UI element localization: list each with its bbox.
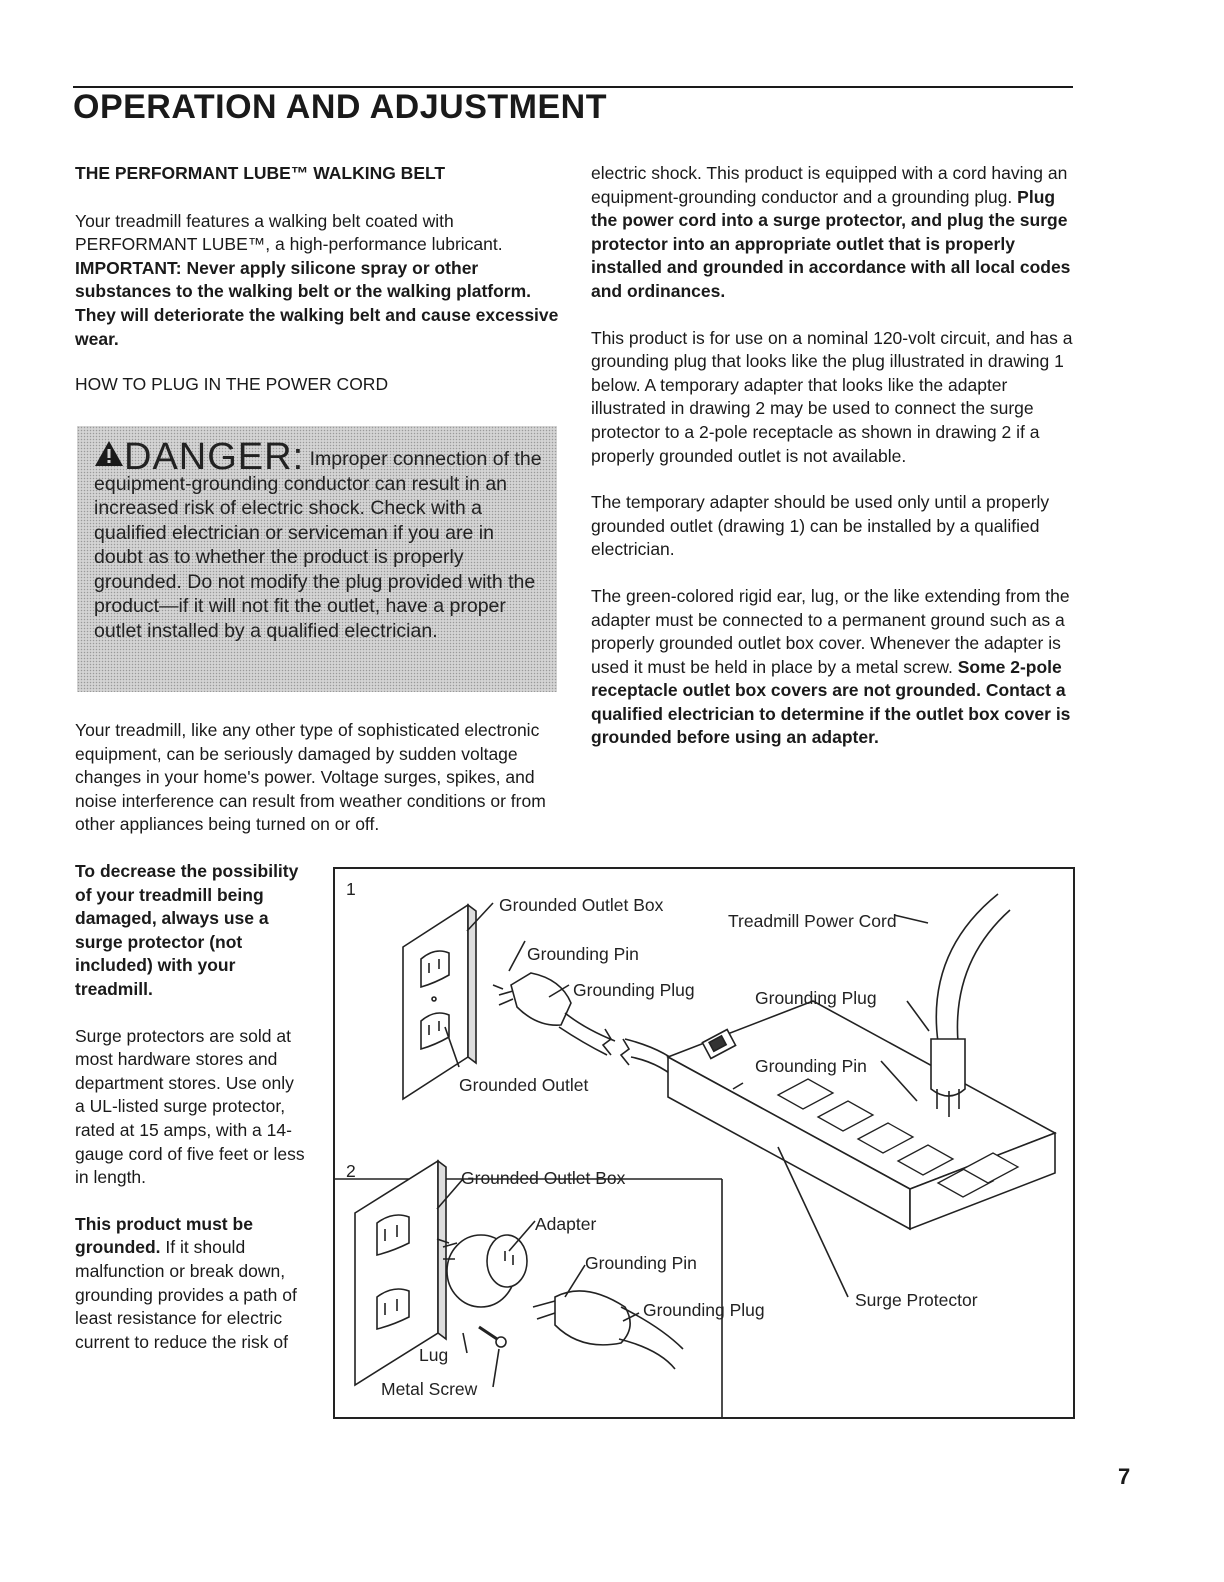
- label-surge-protector: Surge Protector: [855, 1290, 978, 1310]
- adapter-temporary-paragraph: The temporary adapter should be used only until a properly grounded outlet (drawing 1) can be installed by a qualified electrician.: [591, 492, 1050, 560]
- label-lug: Lug: [419, 1345, 449, 1365]
- left-column-lower: [75, 719, 553, 860]
- label-grounding-plug-1: Grounding Plug: [573, 980, 695, 1000]
- surge-protector-info: Surge protectors are sold at most hardware stores and department stores. Use only a UL-listed surge protector, rated at 15 amps, with a 14-gauge cord of five feet or less in length.: [75, 1025, 305, 1188]
- surge-protector-advice: To decrease the possibility of your treadmill being damaged, always use a surge protector (not included) with your treadmill.: [75, 861, 299, 999]
- grounding-instructions: electric shock. This product is equipped with a cord having an equipment-grounding conductor and a grounding plug. Plug the power cord into a surge protector, and plug the surge protector into an appropriate outlet that is properly installed and grounded in accordance with all local codes and ordinances.: [591, 163, 1071, 301]
- drawing-2-number: 2: [346, 1161, 356, 1181]
- drawing-1-number: 1: [346, 879, 356, 899]
- right-column: [591, 162, 1081, 773]
- page-number: 7: [1118, 1464, 1131, 1489]
- danger-word: DANGER:: [124, 436, 305, 478]
- voltage-paragraph: Your treadmill, like any other type of sophisticated electronic equipment, can be seriously damaged by sudden voltage changes in your home's power. Voltage surges, spikes, and noise interference can result from weather conditions or from other appliances being turned on or off.: [75, 720, 546, 835]
- narrow-column: [75, 860, 305, 1377]
- label-treadmill-power-cord: Treadmill Power Cord: [728, 911, 897, 931]
- label-grounding-pin-2: Grounding Pin: [585, 1253, 697, 1273]
- surge-protector-strip: [668, 1001, 1055, 1229]
- label-metal-screw: Metal Screw: [381, 1379, 478, 1399]
- label-grounding-pin-sp: Grounding Pin: [755, 1056, 867, 1076]
- grounded-outlet-1: [403, 905, 476, 1099]
- warning-triangle-icon: [94, 440, 124, 467]
- label-grounding-plug-sp: Grounding Plug: [755, 988, 877, 1008]
- left-column: [75, 162, 565, 421]
- walking-belt-paragraph: Your treadmill features a walking belt coated with PERFORMANT LUBE™, a high-performance lubricant. IMPORTANT: Never apply silicone spray or other substances to the walking belt or the walking platform. They will deteriorate the walking belt and cause excessive wear.: [75, 210, 559, 349]
- plug-diagram-drawing: [333, 867, 1075, 1419]
- label-grounding-pin-1: Grounding Pin: [527, 944, 639, 964]
- treadmill-cord: [931, 894, 1010, 1117]
- label-adapter: Adapter: [535, 1214, 597, 1234]
- circuit-paragraph: This product is for use on a nominal 120-volt circuit, and has a grounding plug that looks like the plug illustrated in drawing 1 below. A temporary adapter that looks like the adapter illustrated in drawing 2 may be used to connect the surge protector to a 2-pole receptacle as shown in drawing 2 if a properly grounded outlet is not available.: [591, 327, 1073, 466]
- section-heading-power-cord: HOW TO PLUG IN THE POWER CORD: [75, 374, 389, 395]
- label-grounded-outlet-box-1: Grounded Outlet Box: [499, 895, 664, 915]
- danger-message: Improper connection of the equipment-grounding conductor can result in an increased risk of electric shock. Check with a qualified electrician or serviceman if you are in doubt as to whether the product is properly grounded. Do not modify the plug provided with the product—if it will not fit the outlet, have a proper outlet installed by a qualified electrician.: [94, 448, 542, 642]
- metal-screw: [479, 1327, 506, 1347]
- label-grounded-outlet: Grounded Outlet: [459, 1075, 589, 1095]
- label-grounding-plug-2: Grounding Plug: [643, 1300, 765, 1320]
- label-grounded-outlet-box-2: Grounded Outlet Box: [461, 1168, 626, 1188]
- plug-diagram: [333, 867, 1075, 1419]
- adapter-ground-paragraph: The green-colored rigid ear, lug, or the like extending from the adapter must be connected to a permanent ground such as a properly grounded outlet box cover. Whenever the adapter is used it must be held in place by a metal screw. Some 2-pole receptacle outlet box covers are not grounded. Contact a qualified electrician to determine if the outlet box cover is grounded before using an adapter.: [591, 585, 1071, 748]
- danger-text: [94, 436, 544, 643]
- page-title: OPERATION AND ADJUSTMENT: [73, 88, 607, 126]
- section-heading-walking-belt: THE PERFORMANT LUBE™ WALKING BELT: [75, 163, 446, 183]
- grounding-paragraph: This product must be grounded. If it should malfunction or break down, grounding provides a path of least resistance for electric current to reduce the risk of: [75, 1213, 297, 1352]
